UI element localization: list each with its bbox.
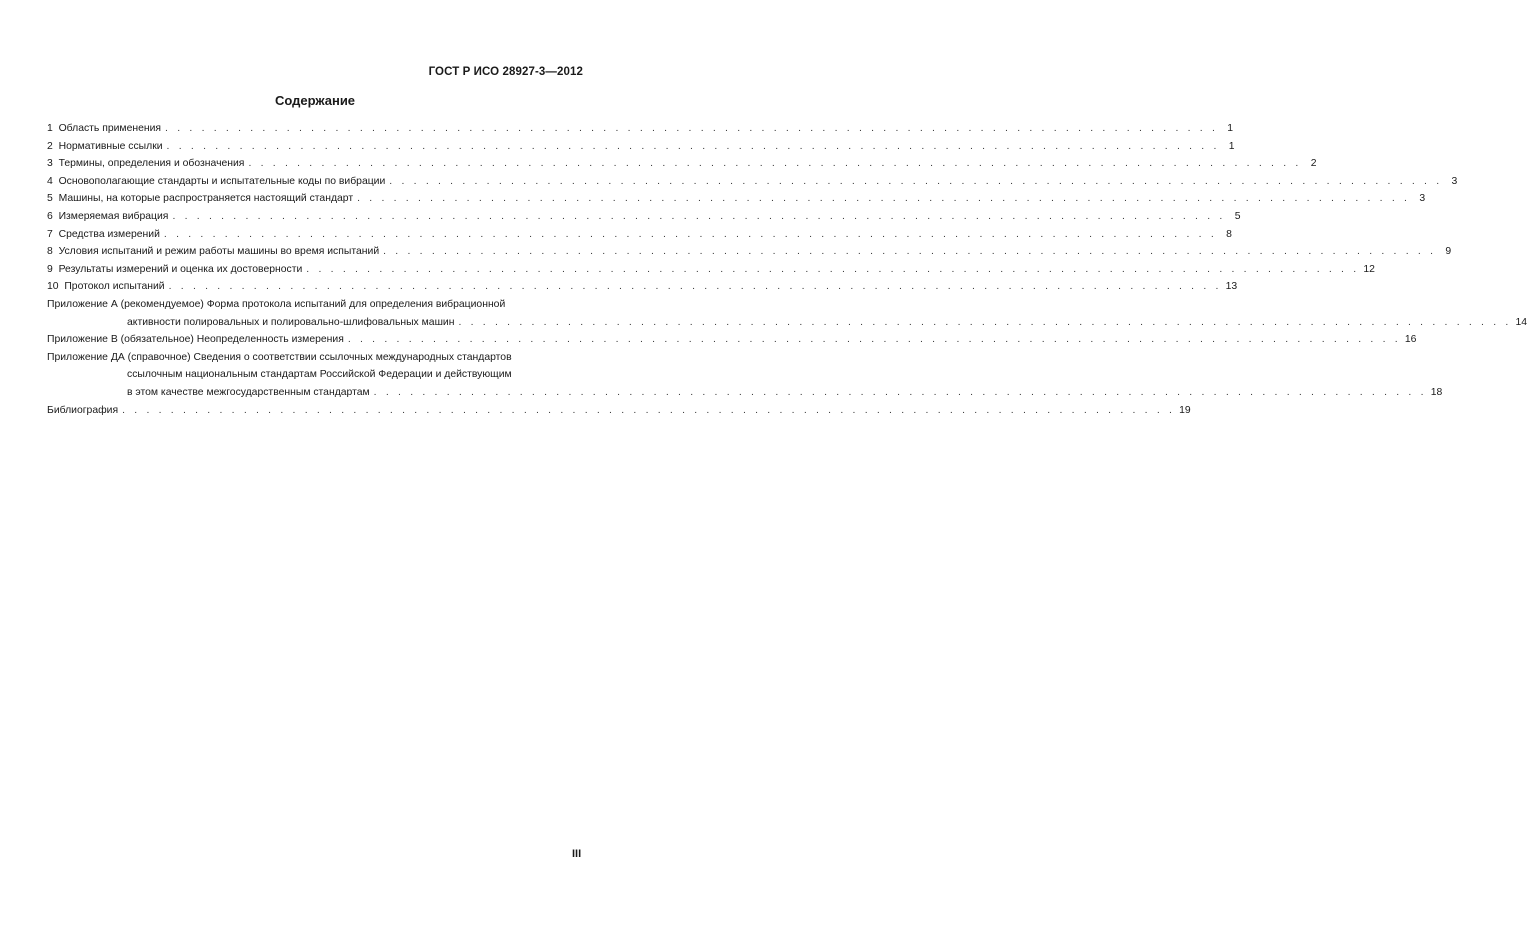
- toc-entry-page: 16: [1404, 334, 1417, 346]
- toc-entry-page: 1: [1227, 123, 1234, 134]
- leader-dots: . . . . . . . . . . . . . . . . . . . . . . . . . . . . . . . . . . . . . . . . . . . . . . . . . . . . . . . . . . . . . . . . . . . . . . . . . . . . . . . . . . . . . . .: [165, 123, 1219, 134]
- toc-appendix-b[interactable]: [47, 331, 1417, 349]
- toc-entry-title: Машины, на которые распространяется настоящий стандарт: [58, 193, 354, 205]
- toc-entry-page: 8: [1226, 228, 1232, 240]
- page-number: III: [572, 848, 582, 860]
- toc-entry[interactable]: [47, 226, 1232, 244]
- toc-entry-page: 5: [1234, 210, 1241, 222]
- appendix-da-heading: Приложение ДА (справочное) Сведения о соответствии ссылочных международных стандартов: [47, 351, 512, 363]
- leader-dots: . . . . . . . . . . . . . . . . . . . . . . . . . . . . . . . . . . . . . . . . . . . . . . . . . . . . . . . . . . . . . . . . . . . . . . . . . . . . . . . . . . . . . . .: [168, 281, 1222, 293]
- toc-entry-title: Результаты измерений и оценка их достоверности: [58, 263, 303, 275]
- toc-entry-page: 3: [1451, 175, 1458, 187]
- toc-entry-page: 14: [1515, 316, 1527, 328]
- toc-entry[interactable]: [47, 120, 1234, 138]
- toc-entry-title: Протокол испытаний: [64, 281, 165, 293]
- toc-entry[interactable]: [47, 173, 1458, 191]
- toc-entry-number: 4: [47, 175, 53, 187]
- toc-entry-number: 3: [47, 158, 53, 170]
- table-of-contents: [47, 120, 1527, 419]
- toc-entry-page: 1: [1228, 140, 1235, 152]
- appendix-da-last-line: [47, 384, 1443, 402]
- appendix-da-line-2: ссылочным национальным стандартам Российской Федерации и действующим: [127, 369, 512, 381]
- toc-entry-page: 12: [1363, 263, 1375, 275]
- leader-dots: . . . . . . . . . . . . . . . . . . . . . . . . . . . . . . . . . . . . . . . . . . . . . . . . . . . . . . . . . . . . . . . . . . . . . . . . . . . . . . . . . . . . . . .: [163, 228, 1217, 240]
- toc-appendix-a[interactable]: [47, 296, 1527, 331]
- toc-entry-page: 3: [1419, 193, 1426, 205]
- appendix-a-title-end: активности полировальных и полировально-шлифовальных машин: [127, 316, 455, 328]
- toc-entry[interactable]: [47, 278, 1238, 296]
- toc-entry-page: 18: [1430, 386, 1443, 398]
- page-title: Содержание: [274, 93, 356, 108]
- toc-entry[interactable]: [47, 208, 1241, 226]
- leader-dots: . . . . . . . . . . . . . . . . . . . . . . . . . . . . . . . . . . . . . . . . . . . . . . . . . . . . . . . . . . . . . . . . . . . . . . . . . . . . . . . . . . . . . . .: [373, 386, 1427, 398]
- toc-entry-title: Средства измерений: [58, 228, 160, 240]
- leader-dots: . . . . . . . . . . . . . . . . . . . . . . . . . . . . . . . . . . . . . . . . . . . . . . . . . . . . . . . . . . . . . . . . . . . . . . . . . . . . . . . . . . . . . . .: [306, 263, 1360, 275]
- toc-entry-number: 7: [47, 228, 53, 240]
- leader-dots: . . . . . . . . . . . . . . . . . . . . . . . . . . . . . . . . . . . . . . . . . . . . . . . . . . . . . . . . . . . . . . . . . . . . . . . . . . . . . . . . . . . . . . .: [357, 193, 1411, 205]
- toc-entry[interactable]: [47, 155, 1317, 173]
- toc-entry-title: Измеряемая вибрация: [58, 210, 169, 222]
- toc-entry-number: 8: [47, 246, 53, 258]
- toc-entry-page: 19: [1179, 404, 1191, 416]
- appendix-a-heading: Приложение А (рекомендуемое) Форма протокола испытаний для определения вибрационной: [47, 298, 506, 310]
- leader-dots: . . . . . . . . . . . . . . . . . . . . . . . . . . . . . . . . . . . . . . . . . . . . . . . . . . . . . . . . . . . . . . . . . . . . . . . . . . . . . . . . . . . . . . .: [172, 210, 1226, 222]
- toc-entry-page: 9: [1445, 246, 1452, 258]
- toc-appendix-da[interactable]: [47, 349, 1443, 402]
- leader-dots: . . . . . . . . . . . . . . . . . . . . . . . . . . . . . . . . . . . . . . . . . . . . . . . . . . . . . . . . . . . . . . . . . . . . . . . . . . . . . . . . . . . . . . .: [166, 140, 1220, 152]
- toc-entry-number: 6: [47, 210, 53, 222]
- toc-bibliography[interactable]: [47, 402, 1191, 420]
- toc-entry-number: 2: [47, 140, 53, 152]
- leader-dots: . . . . . . . . . . . . . . . . . . . . . . . . . . . . . . . . . . . . . . . . . . . . . . . . . . . . . . . . . . . . . . . . . . . . . . . . . . . . . . . . . . . . . . .: [389, 175, 1443, 187]
- leader-dots: . . . . . . . . . . . . . . . . . . . . . . . . . . . . . . . . . . . . . . . . . . . . . . . . . . . . . . . . . . . . . . . . . . . . . . . . . . . . . . . . . . . . . . .: [122, 404, 1176, 416]
- leader-dots: . . . . . . . . . . . . . . . . . . . . . . . . . . . . . . . . . . . . . . . . . . . . . . . . . . . . . . . . . . . . . . . . . . . . . . . . . . . . . . . . . . . . . . .: [248, 158, 1302, 170]
- document-code: ГОСТ Р ИСО 28927-3—2012: [428, 66, 583, 78]
- toc-entry-page: 13: [1225, 281, 1238, 293]
- bibliography-label: Библиография: [47, 404, 119, 416]
- toc-entry[interactable]: [47, 190, 1426, 208]
- toc-entry-number: 9: [47, 263, 53, 275]
- toc-entry[interactable]: [47, 243, 1452, 261]
- toc-entry-number: 10: [47, 281, 59, 293]
- appendix-da-title-end: в этом качестве межгосударственным стандартам: [127, 386, 370, 398]
- toc-entry-title: Нормативные ссылки: [58, 140, 163, 152]
- toc-entry-title: Условия испытаний и режим работы машины во время испытаний: [58, 246, 380, 258]
- leader-dots: . . . . . . . . . . . . . . . . . . . . . . . . . . . . . . . . . . . . . . . . . . . . . . . . . . . . . . . . . . . . . . . . . . . . . . . . . . . . . . . . . . . . . . .: [458, 316, 1512, 328]
- toc-entry[interactable]: [47, 261, 1375, 279]
- toc-entry-number: 1: [47, 123, 53, 134]
- toc-entry[interactable]: [47, 138, 1235, 156]
- appendix-a-last-line: [47, 314, 1527, 332]
- appendix-b-heading: Приложение В (обязательное) Неопределенность измерения: [47, 334, 344, 346]
- toc-entry-page: 2: [1310, 158, 1317, 170]
- leader-dots: . . . . . . . . . . . . . . . . . . . . . . . . . . . . . . . . . . . . . . . . . . . . . . . . . . . . . . . . . . . . . . . . . . . . . . . . . . . . . . . . . . . . . . .: [383, 246, 1437, 258]
- toc-entry-title: Область применения: [58, 123, 162, 134]
- toc-entry-title: Термины, определения и обозначения: [58, 158, 245, 170]
- toc-entry-number: 5: [47, 193, 53, 205]
- leader-dots: . . . . . . . . . . . . . . . . . . . . . . . . . . . . . . . . . . . . . . . . . . . . . . . . . . . . . . . . . . . . . . . . . . . . . . . . . . . . . . . . . . . . . . .: [347, 334, 1401, 346]
- toc-entry-title: Основополагающие стандарты и испытательные коды по вибрации: [58, 175, 386, 187]
